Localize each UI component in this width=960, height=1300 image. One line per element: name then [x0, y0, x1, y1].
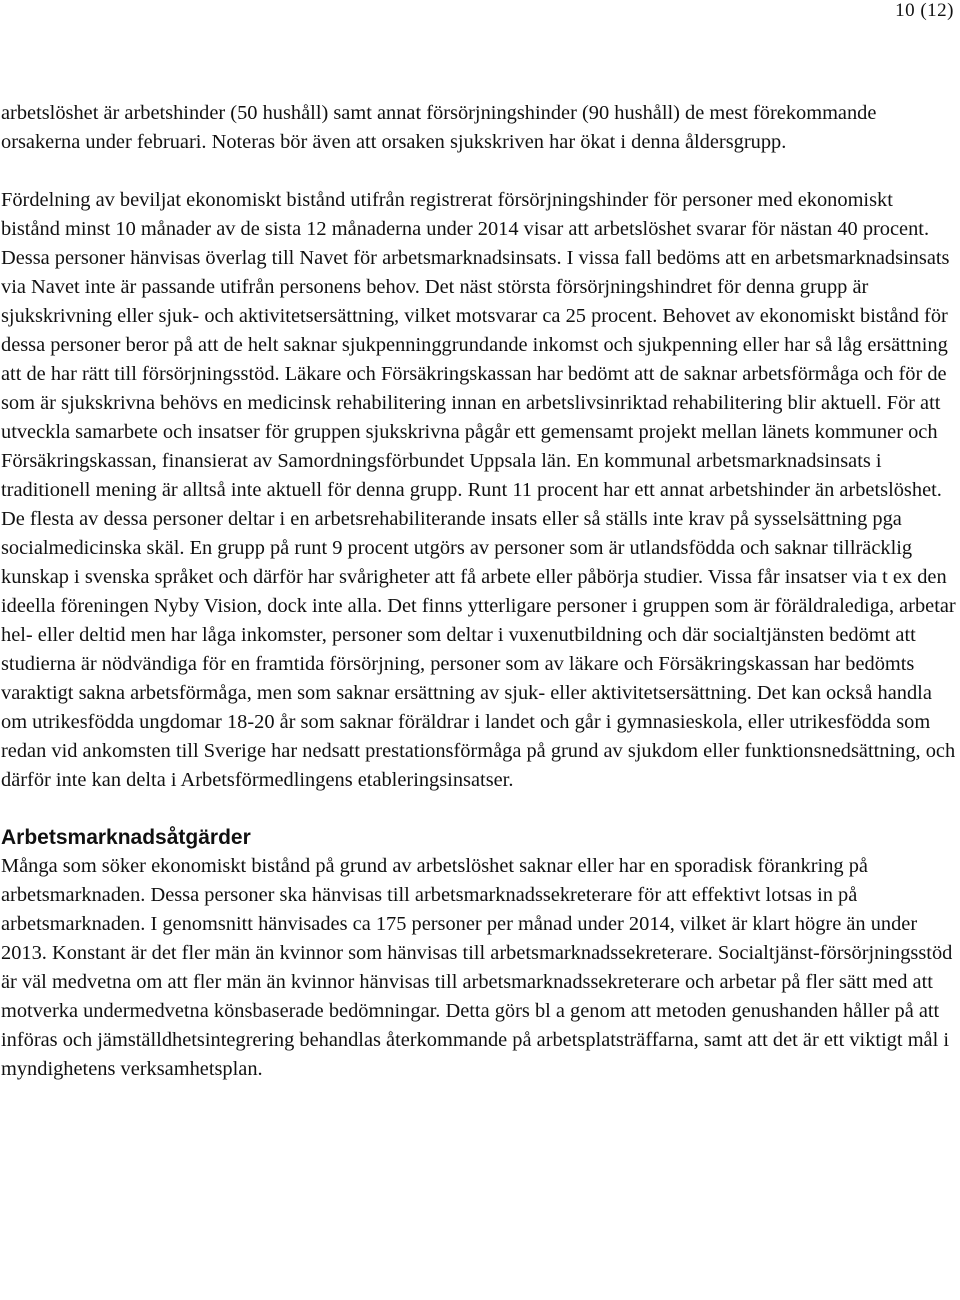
paragraph-continuation: arbetslöshet är arbetshinder (50 hushåll) samt annat försörjningshinder (90 hushåll) de mest förekommande orsakerna under februari. Noteras bör även att orsaken sjukskriven har ökat i denna åldersgrupp. — [1, 102, 877, 153]
paragraph-arbetsmarknadsatgarder: Många som söker ekonomiskt bistånd på grund av arbetslöshet saknar eller har en sporadisk förankring på arbetsmarknaden. Dessa personer ska hänvisas till arbetsmarknadssekreterare för att effektivt lotsas in på arbetsmarknaden. I genomsnitt hänvisades ca 175 personer per månad under 2014, vilket är klart högre än under 2013. Konstant är det fler män än kvinnor som hänvisas till arbetsmarknadssekreterare. Socialtjänst-försörjningsstöd är väl medvetna om att fler män än kvinnor hänvisas till arbetsmarknadssekreterare och arbetar på fler sätt med att motverka undermedvetna könsbaserade bedömningar. Detta görs bl a genom att metoden genushanden håller på att införas och jämställdhetsintegrering behandlas återkommande på arbetsplatsträffarna, samt att det är ett viktigt mål i myndighetens verksamhetsplan. — [1, 855, 953, 1080]
paragraph-forsorjningshinder: Fördelning av beviljat ekonomiskt bistånd utifrån registrerat försörjningshinder för personer med ekonomiskt bistånd minst 10 månader av de sista 12 månaderna under 2014 visar att arbetslöshet svarar för nästan 40 procent. Dessa personer hänvisas överlag till Navet för arbetsmarknadsinsats. I vissa fall bedöms att en arbetsmarknadsinsats via Navet inte är passande utifrån personens behov. Det näst största försörjningshindret för denna grupp är sjukskrivning eller sjuk- och aktivitetsersättning, vilket motsvarar ca 25 procent. Behovet av ekonomiskt bistånd för dessa personer beror på att de helt saknar sjukpenninggrundande inkomst och sjukpenning eller har så låg ersättning att de har rätt till försörjningsstöd. Läkare och Försäkringskassan har bedömt att de saknar arbetsförmåga och för de som är sjukskrivna behövs en medicinsk rehabilitering innan en arbetslivsinriktad rehabilitering blir aktuell. För att utveckla samarbete och insatser för gruppen sjukskrivna pågår ett gemensamt projekt mellan länets kommuner och Försäkringskassan, finansierat av Samordningsförbundet Uppsala län. En kommunal arbetsmarknadsinsats i traditionell mening är alltså inte aktuell för denna grupp. Runt 11 procent har ett annat arbetshinder än arbetslöshet. De flesta av dessa personer deltar i en arbetsrehabiliterande insats eller så ställs inte krav på sysselsättning pga socialmedicinska skäl. En grupp på runt 9 procent utgörs av personer som är utlandsfödda och saknar tillräcklig kunskap i svenska språket och därför har svårigheter att få arbete eller påbörja studier. Vissa får insatser via t ex den ideella föreningen Nyby Vision, dock inte alla. Det finns ytterligare personer i gruppen som är föräldralediga, arbetar hel- eller deltid men har låga inkomster, personer som deltar i vuxenutbildning och där socialtjänsten bedömt att studierna är nödvändiga för en framtida försörjning, personer som av läkare och Försäkringskassan har bedömts varaktigt sakna arbetsförmåga, men som saknar ersättning av sjuk- eller aktivitetsersättning. Det kan också handla om utrikesfödda ungdomar 18-20 år som saknar föräldrar i landet och går i gymnasieskola, eller utrikesfödda som redan vid ankomsten till Sverige har nedsatt prestationsförmåga på grund av sjukdom eller funktionsnedsättning, och därför inte kan delta i Arbetsförmedlingens etableringsinsatser. — [1, 189, 956, 791]
page-number: 10 (12) — [895, 0, 954, 21]
document-body — [1, 99, 956, 1084]
section-heading: Arbetsmarknadsåtgärder — [1, 826, 251, 849]
